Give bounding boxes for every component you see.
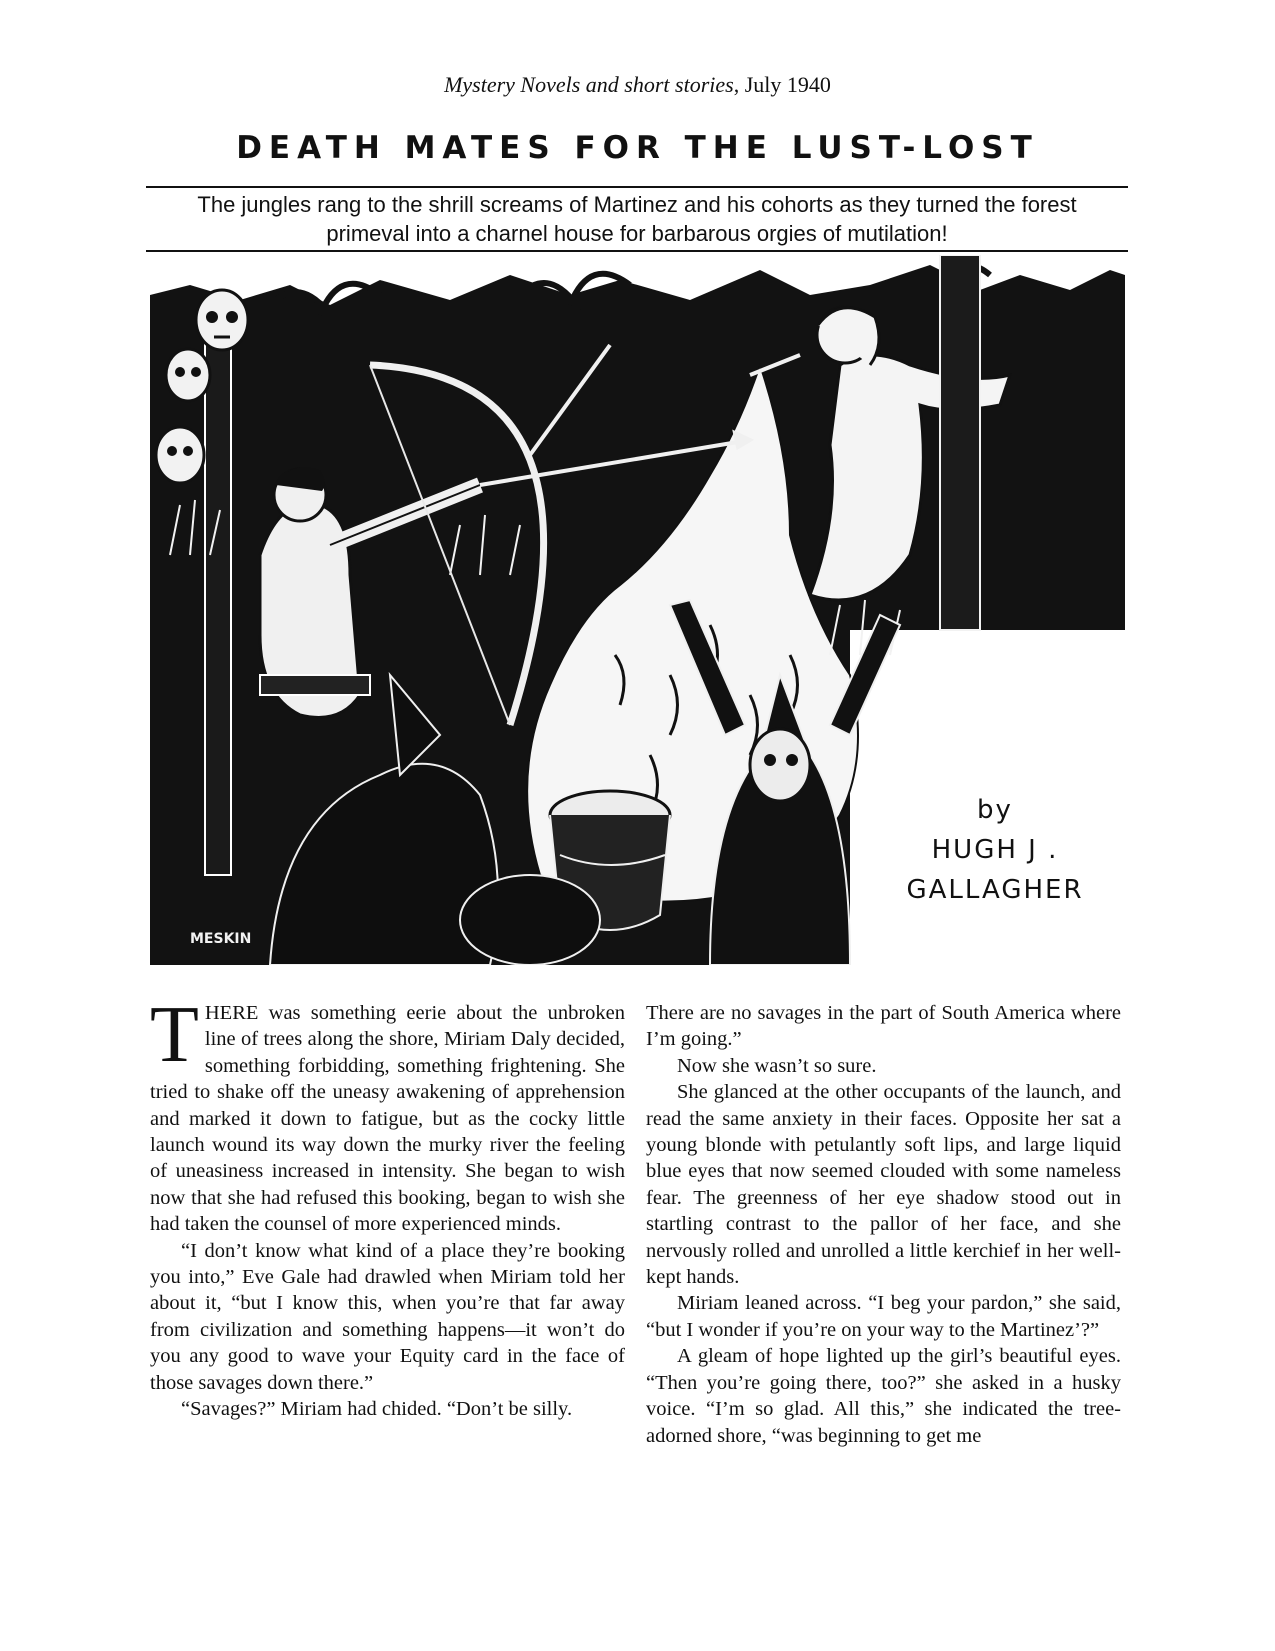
paragraph: She glanced at the other occupants of the launch, and read the same anxiety in their faces. Opposite her sat a young blonde with petulantly soft lips, and large liquid blue eyes that now seemed clouded with some nameless fear. The greenness of her eye shadow stood out in startling contrast to the pallor of her face, and she nervously rolled and unrolled a little kerchief in her well-kept hands. [646,1081,1121,1289]
byline [880,790,1110,910]
body-column-right [646,1000,1121,1449]
author-first-name: HUGH J . [931,835,1059,865]
body-column-left [150,991,625,1423]
drop-cap: T [150,991,199,1079]
paragraph [150,991,625,1238]
author-last-name: GALLAGHER [906,875,1084,905]
publication-date: July 1940 [744,72,831,97]
paragraph-text: HERE was something eerie about the unbroken line of trees along the shore, Miriam Daly decided, something forbidding, something frightening. She tried to shake off the uneasy awakening of apprehension and marked it down to fatigue, but as the cocky little launch wound its way down the murky river the feeling of uneasiness increased in intensity. She began to wish now that she had refused this booking, began to wish she had taken the counsel of more experienced minds. [150,1002,625,1236]
paragraph: “Savages?” Miriam had chided. “Don’t be silly. [181,1398,573,1421]
publication-separator: , [733,72,745,97]
paragraph: A gleam of hope lighted up the girl’s beautiful eyes. “Then you’re going there, too?” she asked in a husky voice. “I’m so glad. All this,” she indicated the tree-adorned shore, “was beginning to get me [646,1345,1121,1447]
cauldron [460,875,600,965]
artist-signature: MESKIN [190,931,252,947]
publication-name: Mystery Novels and short stories [444,72,734,97]
subtitle-bottom-rule [146,250,1128,252]
story-title: DEATH MATES FOR THE LUST-LOST [236,130,1039,166]
story-subtitle: The jungles rang to the shrill screams of Martinez and his cohorts as they turned the forest primeval into a charnel house for barbarous orgies of mutilation! [197,192,1077,246]
paragraph: Miriam leaned across. “I beg your pardon,” she said, “but I wonder if you’re on your way to the Martinez’?” [646,1292,1121,1341]
byline-prefix: by [977,795,1013,825]
subtitle-top-rule [146,186,1128,188]
paragraph: There are no savages in the part of South America where I’m going.” [646,1002,1121,1051]
paragraph: Now she wasn’t so sure. [677,1054,877,1077]
paragraph: “I don’t know what kind of a place they’re booking you into,” Eve Gale had drawled when Miriam told her about it, “but I know this, when you’re that far away from civilization and something happens—it won’t do you any good to wave your Equity card in the face of those savages down there.” [150,1239,625,1394]
publication-line [0,72,1275,98]
tree-trunk [940,255,980,630]
